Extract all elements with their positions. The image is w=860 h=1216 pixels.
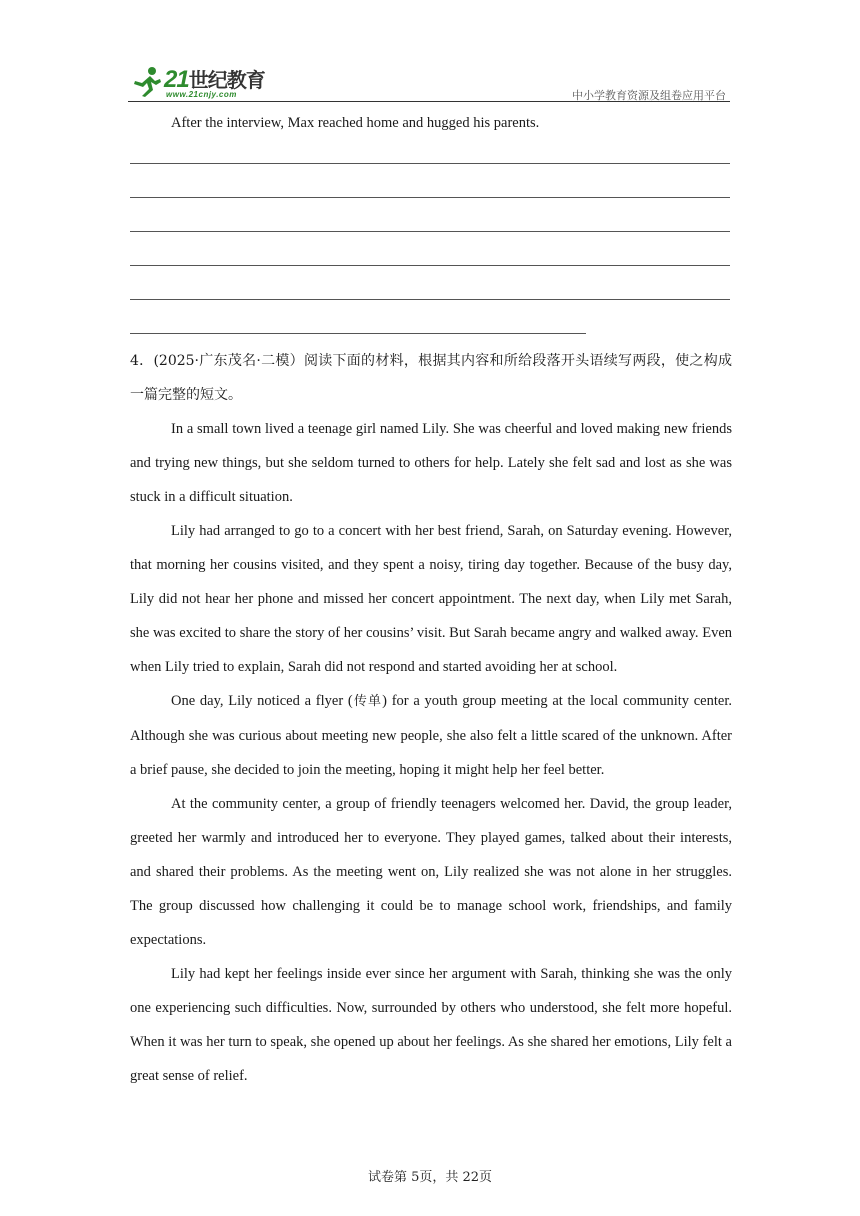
page-header: [128, 62, 730, 102]
flyer-text-after: ) for a youth group meeting at the local community center. Although she was curious about meeting new people, she also felt a little scared of the unknown. After a brief pause, she decided to join the meeting, hoping it might help her feel better.: [130, 693, 732, 778]
runner-logo-icon: [130, 66, 164, 98]
logo-chinese: 世纪教育: [188, 70, 265, 92]
passage-paragraph: Lily had kept her feelings inside ever since her argument with Sarah, thinking she was the only one experiencing such difficulties. Now, surrounded by others who understood, she felt more hopeful. When it was her turn to speak, she opened up about her feelings. As she shared her emotions, Lily felt a great sense of relief.: [130, 966, 732, 1084]
answer-line[interactable]: [130, 140, 732, 174]
answer-line[interactable]: [130, 174, 732, 208]
site-logo: [128, 64, 278, 100]
page-footer: 试卷第 5页，共 22页: [367, 1170, 493, 1185]
answer-line[interactable]: [130, 242, 732, 276]
page-content: [130, 106, 732, 1093]
answer-line[interactable]: [130, 208, 732, 242]
passage-paragraph: [130, 684, 732, 787]
passage-paragraph: At the community center, a group of friendly teenagers welcomed her. David, the group leader, greeted her warmly and introduced her to everyone. They played games, talked about their interests, and shared their problems. As the meeting went on, Lily realized she was not alone in her struggles. The group discussed how challenging it could be to manage school work, friendships, and family expectations.: [130, 796, 732, 948]
answer-line[interactable]: [130, 276, 732, 310]
answer-line[interactable]: [130, 310, 732, 344]
previous-continuation-prompt: After the interview, Max reached home and hugged his parents.: [171, 115, 540, 131]
header-divider: [128, 101, 730, 102]
passage-paragraph: Lily had arranged to go to a concert with her best friend, Sarah, on Saturday evening. However, that morning her cousins visited, and they spent a noisy, tiring day together. Because of the busy day, Lily did not hear her phone and missed her concert appointment. The next day, when Lily met Sarah, she was excited to share the story of her cousins’ visit. But Sarah became angry and walked away. Even when Lily tried to explain, Sarah did not respond and started avoiding her at school.: [130, 523, 732, 675]
flyer-text-before: One day, Lily noticed a flyer (: [171, 693, 353, 709]
passage-paragraph: In a small town lived a teenage girl named Lily. She was cheerful and loved making new friends and trying new things, but she seldom turned to others for help. Lately she felt sad and lost as she was stuck in a difficult situation.: [130, 421, 732, 505]
flyer-chinese-gloss: 传单: [352, 694, 383, 709]
question-heading: 4．(2025·广东茂名·二模）阅读下面的材料，根据其内容和所给段落开头语续写两段，使之构成一篇完整的短文。: [130, 353, 732, 403]
header-tagline: 中小学教育资源及组卷应用平台: [572, 89, 726, 102]
logo-url: www.21cnjy.com: [166, 90, 237, 99]
logo-number: 21: [164, 66, 189, 93]
